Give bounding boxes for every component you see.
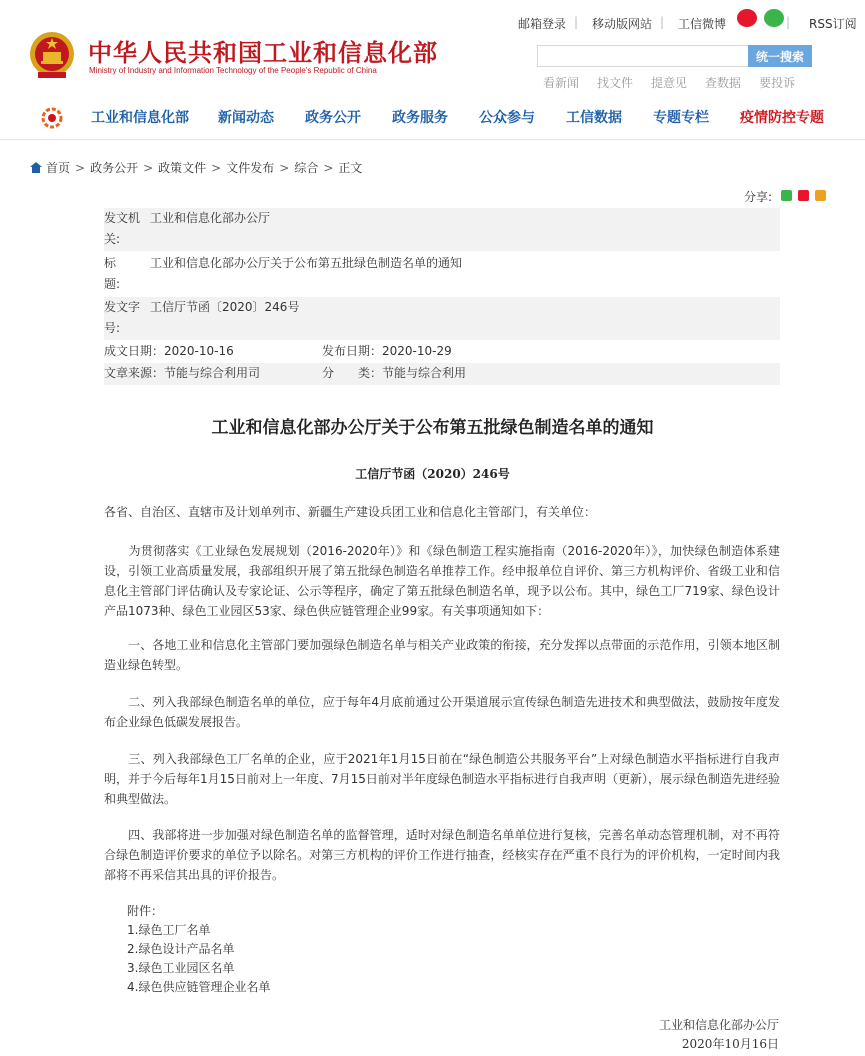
divider: | (574, 15, 579, 29)
nav-item-gov-services[interactable]: 政务服务 (392, 110, 448, 126)
meta-row-issuer (104, 208, 780, 251)
article-paragraph: 四、我部将进一步加强对绿色制造名单的监督管理，适时对绿色制造名单单位进行复核，完善名单动态管理机制，对不再符合绿色制造评价要求的单位予以除名。对第三方机构的评价工作进行抽查，经核实存在严重不良行为的评价机构，一定时间内我部将不再采信其出具的评价报告。 (104, 828, 780, 882)
share-qq-icon[interactable] (815, 190, 826, 201)
article-paragraph: 一、各地工业和信息化主管部门要加强绿色制造名单与相关产业政策的衔接，充分发挥以点带面的示范作用，引领本地区制造业绿色转型。 (104, 638, 780, 672)
breadcrumb-separator: > (143, 161, 154, 175)
weibo-icon[interactable] (737, 9, 757, 27)
signature-date: 2020年10月16日 (681, 1037, 779, 1051)
attachments-label: 附件： (127, 904, 164, 918)
main-nav (0, 96, 865, 140)
search-button[interactable]: 统一搜索 (748, 45, 812, 67)
home-icon (30, 162, 42, 173)
article-salutation: 各省、自治区、直辖市及计划单列市、新疆生产建设兵团工业和信息化主管部门，有关单位： (104, 505, 597, 519)
search-input[interactable] (537, 45, 749, 67)
nav-item-gov-affairs[interactable]: 政务公开 (305, 110, 361, 126)
quick-link-data[interactable]: 查数据 (705, 76, 742, 90)
nav-item-public-participation[interactable]: 公众参与 (479, 110, 535, 126)
top-links-bar (518, 15, 858, 33)
meta-docno: 工信厅节函〔2020〕246号 (150, 300, 300, 314)
national-emblem-logo[interactable] (28, 30, 76, 80)
nav-home-icon[interactable] (41, 107, 63, 129)
meta-row-source (104, 363, 780, 385)
meta-category: 分 类：节能与综合利用 (322, 366, 467, 380)
breadcrumb-separator: > (279, 161, 290, 175)
mobile-site-link[interactable]: 移动版网站 (592, 17, 653, 31)
nav-item-news[interactable]: 新闻动态 (218, 110, 274, 126)
breadcrumb-general[interactable]: 综合 (294, 161, 319, 175)
email-login-link[interactable]: 邮箱登录 (518, 17, 567, 31)
attachment-link[interactable]: 2.绿色设计产品名单 (127, 942, 235, 956)
nav-item-epidemic[interactable]: 疫情防控专题 (740, 110, 824, 126)
meta-date-published: 发布日期：2020-10-29 (322, 344, 452, 358)
quick-link-docs[interactable]: 找文件 (597, 76, 634, 90)
signature-issuer: 工业和信息化部办公厅 (658, 1018, 779, 1032)
quick-link-feedback[interactable]: 提意见 (651, 76, 688, 90)
share-wechat-icon[interactable] (781, 190, 792, 201)
breadcrumb-separator: > (211, 161, 222, 175)
article-doc-number: 工信厅节函（2020）246号 (355, 467, 510, 481)
attachment-link[interactable]: 3.绿色工业园区名单 (127, 961, 235, 975)
attachment-link[interactable]: 4.绿色供应链管理企业名单 (127, 980, 271, 994)
breadcrumb-release[interactable]: 文件发布 (226, 161, 275, 175)
attachment-link[interactable]: 1.绿色工厂名单 (127, 923, 211, 937)
article-paragraph: 三、列入我部绿色工厂名单的企业，应于2021年1月15日前在“绿色制造公共服务平台”上对绿色制造水平指标进行自我声明，并于今后每年1月15日前对上一年度、7月15日前对半年度绿色制造水平指标进行自我声明（更新），展示绿色制造先进经验和典型做法。 (104, 752, 780, 806)
meta-row-dates (104, 341, 780, 363)
nav-item-ministry[interactable]: 工业和信息化部 (91, 110, 189, 126)
meta-title: 工业和信息化部办公厅关于公布第五批绿色制造名单的通知 (150, 256, 463, 270)
nav-item-data[interactable]: 工信数据 (566, 110, 622, 126)
meta-key: 发文机关: (104, 211, 141, 246)
breadcrumb-separator: > (75, 161, 86, 175)
article-paragraph: 二、列入我部绿色制造名单的单位，应于每年4月底前通过公开渠道展示宣传绿色制造先进技术和典型做法，鼓励按年度发布企业绿色低碳发展报告。 (104, 695, 780, 729)
quick-links (543, 74, 813, 91)
share-weibo-icon[interactable] (798, 190, 809, 201)
site-subtitle: Ministry of Industry and Information Technology of the People's Republic of China (89, 66, 377, 75)
quick-link-complaint[interactable]: 要投诉 (759, 76, 796, 90)
nav-item-special-topics[interactable]: 专题专栏 (653, 110, 709, 126)
article-paragraph: 为贯彻落实《工业绿色发展规划（2016-2020年）》和《绿色制造工程实施指南（2016-2020年）》，加快绿色制造体系建设，引领工业高质量发展，我部组织开展了第五批绿色制造名单推荐工作。经申报单位自评价、第三方机构评价、省级工业和信息化主管部门评估确认及专家论证、公示等程序，确定了第五批绿色制造名单，现予以公布。其中，绿色工厂719家、绿色设计产品1073种、绿色工业园区53家、绿色供应链管理企业99家。有关事项通知如下： (104, 544, 780, 618)
breadcrumb (30, 159, 362, 176)
breadcrumb-gov-affairs[interactable]: 政务公开 (90, 161, 139, 175)
meta-issuer: 工业和信息化部办公厅 (150, 211, 271, 225)
quick-link-news[interactable]: 看新闻 (543, 76, 580, 90)
share-label: 分享: (744, 190, 773, 204)
meta-row-title (104, 253, 780, 296)
breadcrumb-current: 正文 (338, 161, 363, 175)
divider: | (660, 15, 665, 29)
meta-key: 发文字号: (104, 300, 141, 335)
rss-link[interactable]: RSS订阅 (809, 17, 857, 31)
wechat-icon[interactable] (764, 9, 784, 27)
breadcrumb-separator: > (323, 161, 334, 175)
meta-source: 文章来源：节能与综合利用司 (104, 366, 261, 380)
site-title[interactable]: 中华人民共和国工业和信息化部 (88, 39, 438, 67)
divider: | (786, 15, 791, 29)
breadcrumb-home[interactable]: 首页 (46, 161, 71, 175)
meta-row-docno (104, 297, 780, 340)
weibo-link[interactable]: 工信微博 (678, 17, 727, 31)
article-title: 工业和信息化部办公厅关于公布第五批绿色制造名单的通知 (211, 418, 654, 438)
meta-date-written: 成文日期：2020-10-16 (104, 344, 234, 358)
breadcrumb-policy[interactable]: 政策文件 (158, 161, 207, 175)
meta-key: 标 题: (104, 256, 141, 291)
